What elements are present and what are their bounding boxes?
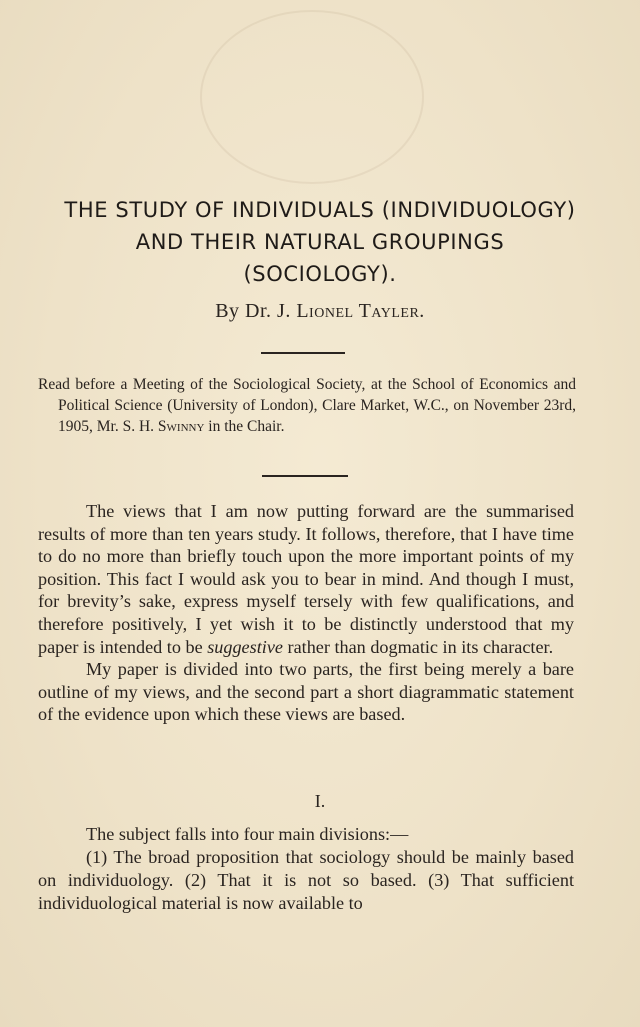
paragraph-4: (1) The broad proposition that sociology should be mainly based on individuology. (2) That it is not so based. (3) That sufficient individuological material is now available to [38, 847, 574, 913]
title-line-2: AND THEIR NATURAL GROUPINGS [135, 230, 505, 254]
body-text-2 [38, 823, 574, 915]
paragraph-2: My paper is divided into two parts, the first being merely a bare outline of my views, and the second part a short diagrammatic statement of the evidence upon which these views are based. [38, 659, 574, 725]
author-byline [20, 300, 620, 323]
meeting-note-end: in the Chair. [204, 418, 285, 435]
chair-name: Swinny [157, 418, 205, 435]
meeting-note [38, 374, 576, 437]
library-stamp-faint [200, 10, 424, 184]
paragraph-1-emphasis: suggestive [207, 636, 283, 657]
paragraph-1-text-b: rather than dogmatic in its character. [282, 636, 554, 657]
paragraph-1 [38, 500, 574, 658]
byline-prefix: By Dr. J. [215, 300, 297, 322]
paragraph-3: The subject falls into four main divisions:— [86, 824, 409, 844]
meeting-note-text: before a Meeting of the Sociological Society, at the School of Economics and Political Science (University of London), Clare Market, W.C., on November 23rd, 1905, Mr. S. H. [58, 376, 576, 435]
section-heading: I. [314, 791, 326, 811]
author-name: Lionel Tayler. [296, 300, 425, 322]
divider-rule-top [261, 352, 345, 354]
meeting-note-read: Read [38, 376, 70, 393]
body-text [38, 500, 574, 726]
paragraph-1-text-a: The views that I am now putting forward are the summarised results of more than ten years study. It follows, therefore, that I have time to do no more than briefly touch upon the more important points of my position. This fact I would ask you to bear in mind. And though I must, for brevity’s sake, express myself tersely with few qualifications, and therefore positively, I yet wish it to be distinctly understood that my paper is intended to be [38, 501, 574, 657]
title-line-3: (SOCIOLOGY). [243, 262, 397, 286]
title-line-1: THE STUDY OF INDIVIDUALS (INDIVIDUOLOGY) [64, 198, 576, 222]
divider-rule-bottom [262, 475, 348, 477]
